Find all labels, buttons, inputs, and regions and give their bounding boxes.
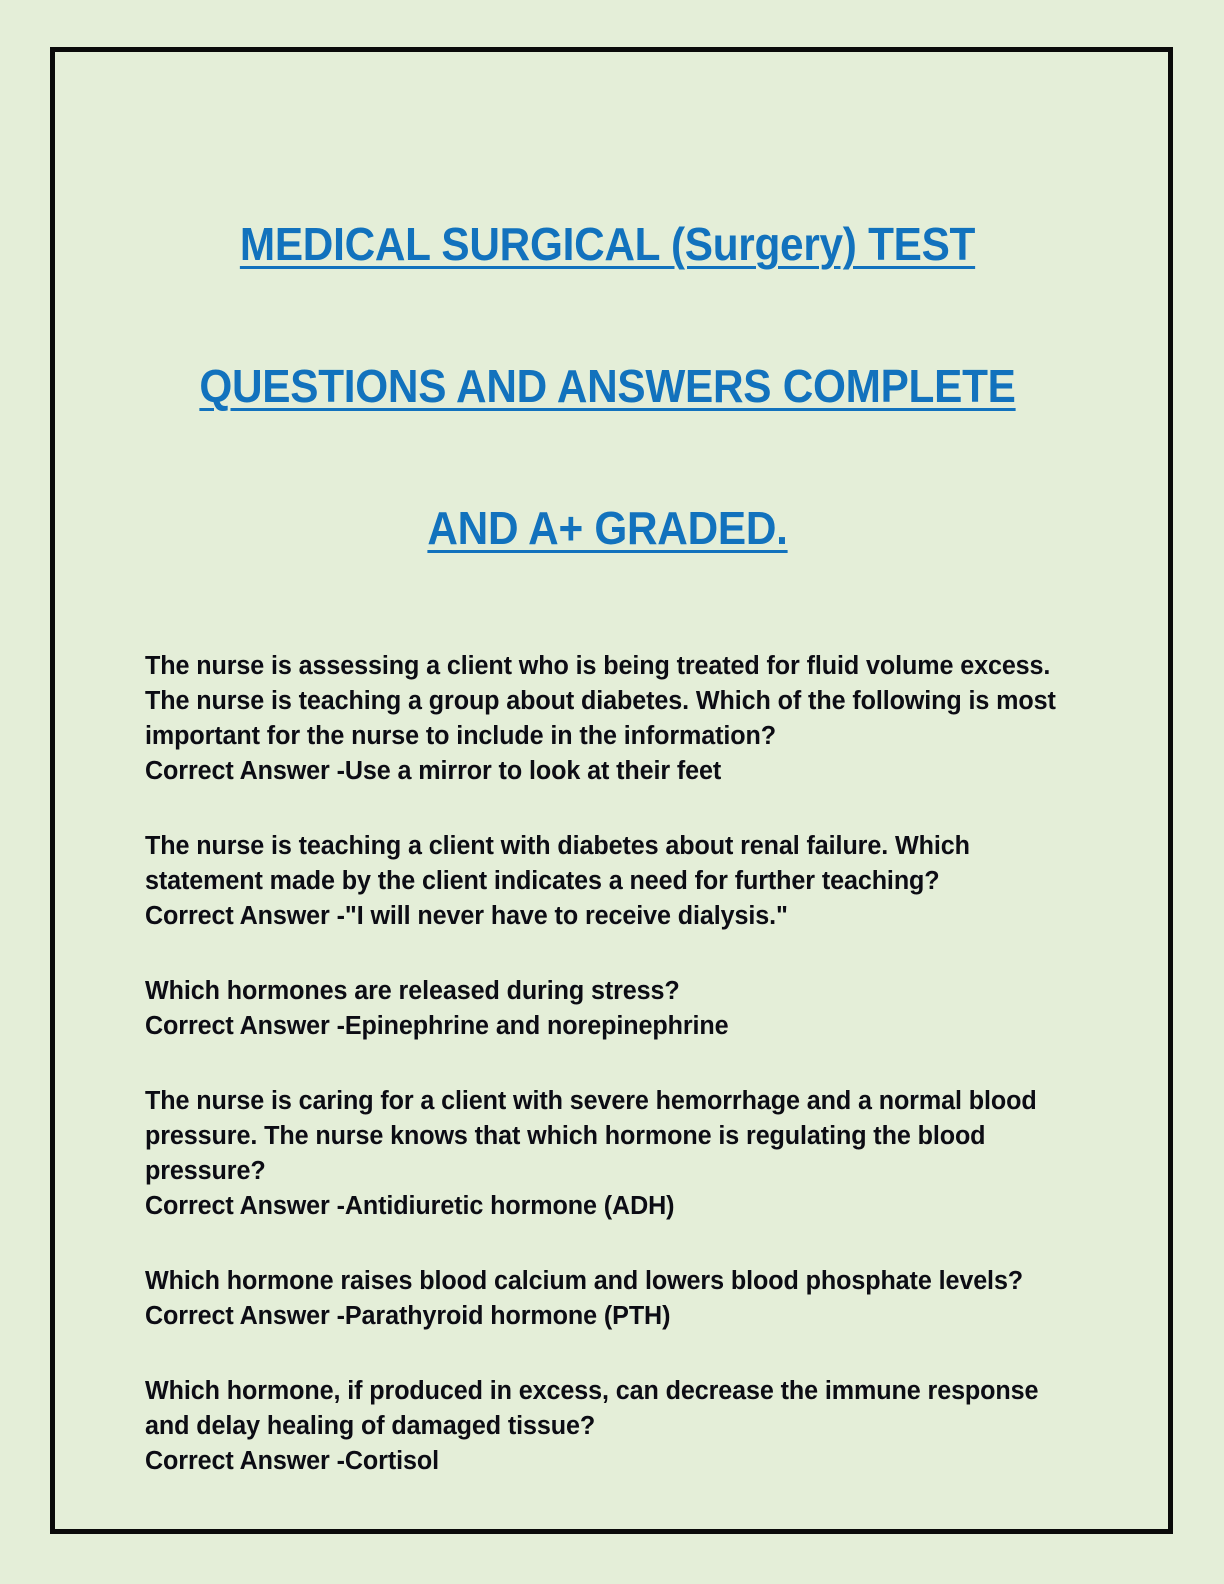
- qa-answer: Correct Answer -Cortisol: [145, 1447, 439, 1475]
- page-title: [182, 138, 1033, 635]
- qa-question: Which hormone raises blood calcium and lowers blood phosphate levels?: [145, 1267, 1024, 1295]
- qa-item: [145, 1084, 1056, 1224]
- qa-question: Which hormones are released during stress?: [145, 977, 680, 1005]
- qa-item: [145, 1264, 1056, 1334]
- qa-answer: Correct Answer -Use a mirror to look at their feet: [145, 757, 722, 785]
- qa-answer: Correct Answer -Antidiuretic hormone (ADH): [145, 1192, 675, 1220]
- qa-answer: Correct Answer -Epinephrine and norepinephrine: [145, 1012, 729, 1040]
- page-title-line-3: AND A+ GRADED.: [427, 502, 788, 554]
- qa-list: [145, 649, 1070, 1479]
- qa-answer: Correct Answer -Parathyroid hormone (PTH): [145, 1302, 671, 1330]
- qa-item: [145, 829, 1056, 934]
- page-title-line-2: QUESTIONS AND ANSWERS COMPLETE: [199, 360, 1016, 412]
- qa-question: The nurse is caring for a client with severe hemorrhage and a normal blood pressure. The nurse knows that which hormone is regulating the blood pressure?: [145, 1087, 1037, 1185]
- page-title-line-1: MEDICAL SURGICAL (Surgery) TEST: [239, 218, 976, 270]
- document-content: [145, 138, 1070, 1479]
- qa-item: [145, 649, 1056, 789]
- qa-question: Which hormone, if produced in excess, can decrease the immune response and delay healing of damaged tissue?: [145, 1377, 1039, 1440]
- qa-question: The nurse is teaching a client with diabetes about renal failure. Which statement made by the client indicates a need for further teaching?: [145, 832, 970, 895]
- qa-question: The nurse is assessing a client who is being treated for fluid volume excess. The nurse is teaching a group about diabetes. Which of the following is most important for the nurse to include in the information?: [145, 652, 1056, 750]
- qa-item: [145, 1374, 1056, 1479]
- qa-answer: Correct Answer -"I will never have to receive dialysis.": [145, 902, 788, 930]
- qa-item: [145, 974, 1056, 1044]
